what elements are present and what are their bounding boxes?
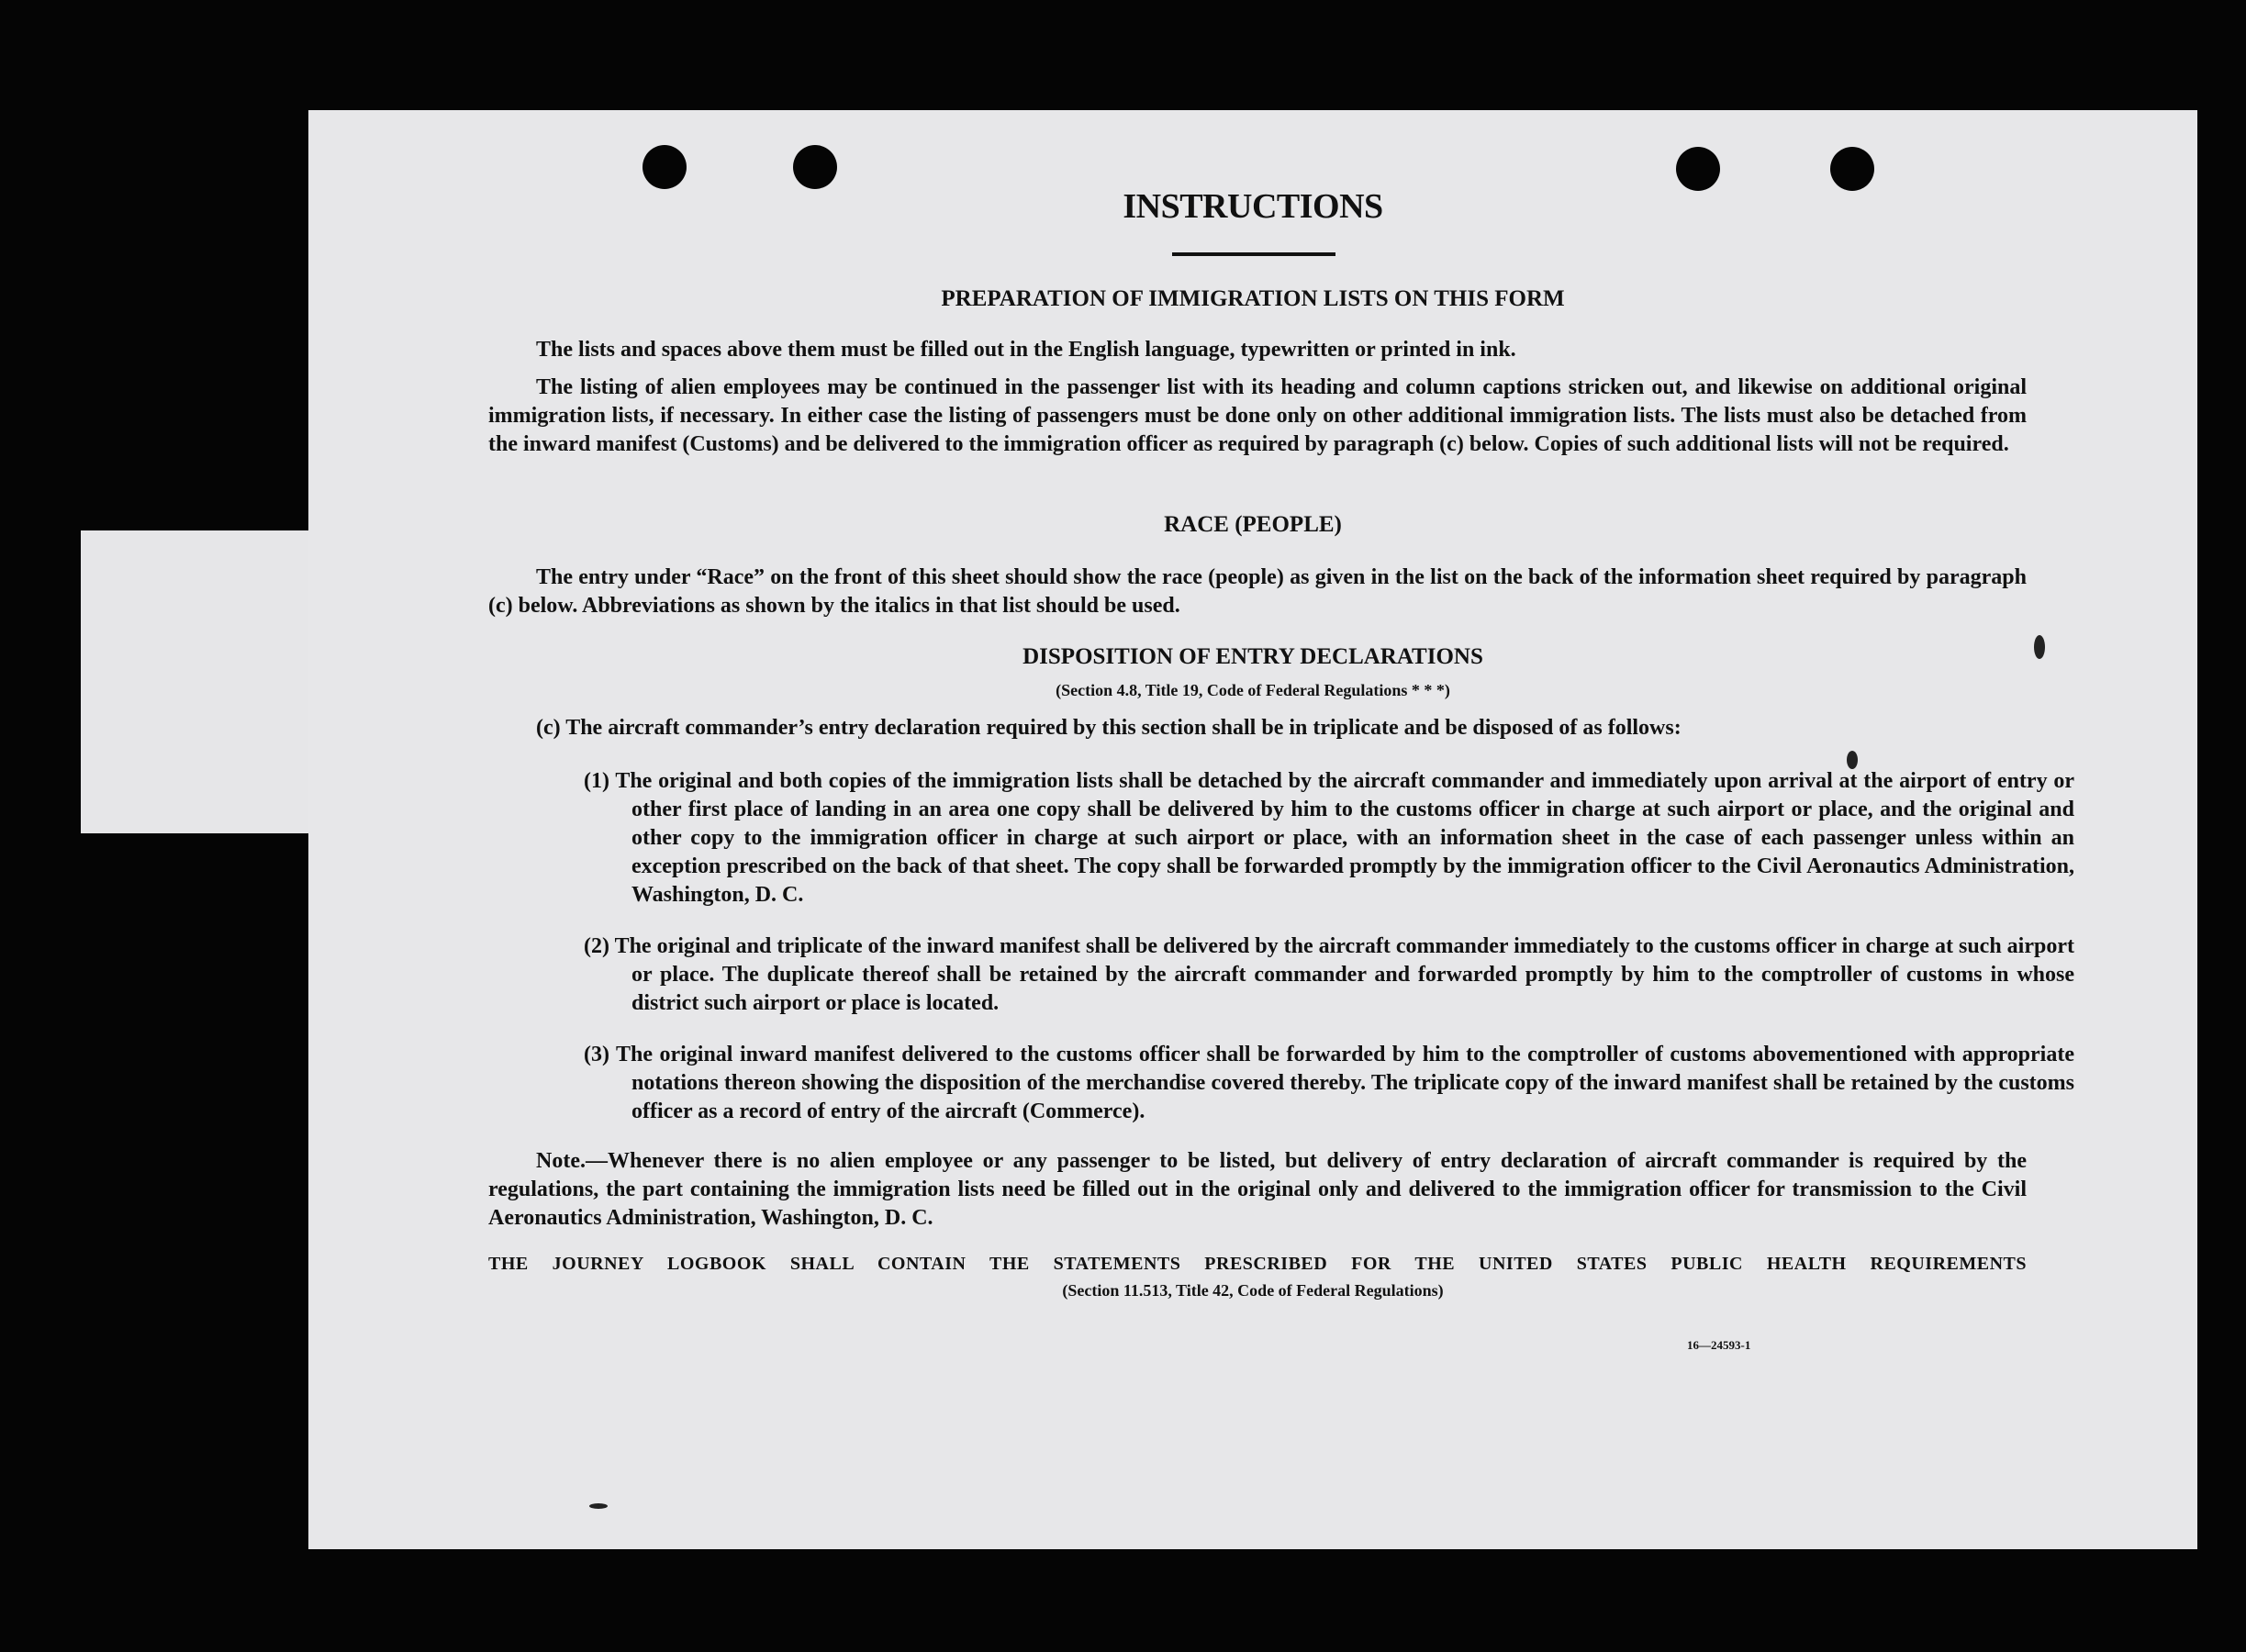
section-heading-disposition: DISPOSITION OF ENTRY DECLARATIONS [1022, 644, 1483, 669]
document-sheet [308, 110, 2197, 1549]
preparation-paragraph-2: The listing of alien employees may be continued in the passenger list with its heading and column captions stricken out, and likewise on additional original immigration lists, if necessary. In either case the listing of passengers must be done only on other additional immigration lists. The lists must also be detached from the inward manifest (Customs) and be delivered to the immigration officer as required by paragraph (c) below. Copies of such additional lists will not be required. [488, 375, 2027, 456]
left-tab-strip [81, 530, 319, 833]
disposition-item-1: (1) The original and both copies of the immigration lists shall be detached by the aircraft commander and immediately upon arrival at the airport of entry or other first place of landing in an area one copy shall be delivered by him to the customs officer in charge at such airport or place, and the original and other copy to the immigration officer in charge at such airport or place, with an information sheet in the case of each passenger unless within an exception prescribed on the back of that sheet. The copy shall be forwarded promptly by the immigration officer to the Civil Aeronautics Administration, Washington, D. C. [584, 769, 2074, 907]
ink-speck [589, 1503, 608, 1509]
punch-hole-3 [1676, 147, 1720, 191]
disposition-item-3: (3) The original inward manifest delivered to the customs officer shall be forwarded by him to the comptroller of customs abovementioned with appropriate notations thereon showing the disposition of the merchandise covered thereby. The triplicate copy of the inward manifest shall be retained by the customs officer as a record of entry of the aircraft (Commerce). [584, 1043, 2074, 1123]
disposition-intro: (c) The aircraft commander’s entry declaration required by this section shall be in triplicate and be disposed of as follows: [536, 716, 1682, 740]
disposition-item-2: (2) The original and triplicate of the inward manifest shall be delivered by the aircraft commander immediately to the customs officer in charge at such airport or place. The duplicate thereof shall be retained by the aircraft commander and forwarded promptly by him to the comptroller of customs in whose district such airport or place is located. [584, 934, 2074, 1015]
punch-hole-2 [793, 145, 837, 189]
footer-citation: (Section 11.513, Title 42, Code of Federal Regulations) [1062, 1281, 1444, 1300]
ink-speck [1847, 751, 1858, 769]
note-paragraph: Note.—Whenever there is no alien employee or any passenger to be listed, but delivery of entry declaration of aircraft commander is required by the regulations, the part containing the immigration lists need be filled out in the original only and delivered to the immigration officer for transmission to the Civil Aeronautics Administration, Washington, D. C. [488, 1149, 2027, 1230]
footer-health-requirements: THE JOURNEY LOGBOOK SHALL CONTAIN THE STATEMENTS PRESCRIBED FOR THE UNITED STATES PUBLIC HEALTH REQUIREMENTS [488, 1254, 2027, 1274]
ink-speck [2034, 635, 2045, 659]
title-underline [1172, 252, 1335, 256]
section-heading-race: RACE (PEOPLE) [1164, 512, 1342, 537]
disposition-citation: (Section 4.8, Title 19, Code of Federal Regulations * * *) [1056, 681, 1450, 699]
punch-hole-4 [1830, 147, 1874, 191]
form-number: 16—24593-1 [1687, 1338, 1751, 1352]
section-heading-preparation: PREPARATION OF IMMIGRATION LISTS ON THIS FORM [941, 286, 1565, 311]
race-paragraph: The entry under “Race” on the front of this sheet should show the race (people) as given in the list on the back of the information sheet required by paragraph (c) below. Abbreviations as shown by the italics in that list should be used. [488, 565, 2027, 618]
preparation-paragraph-1: The lists and spaces above them must be filled out in the English language, typewritten or printed in ink. [536, 338, 1516, 362]
page-title: INSTRUCTIONS [1123, 187, 1383, 226]
punch-hole-1 [643, 145, 687, 189]
